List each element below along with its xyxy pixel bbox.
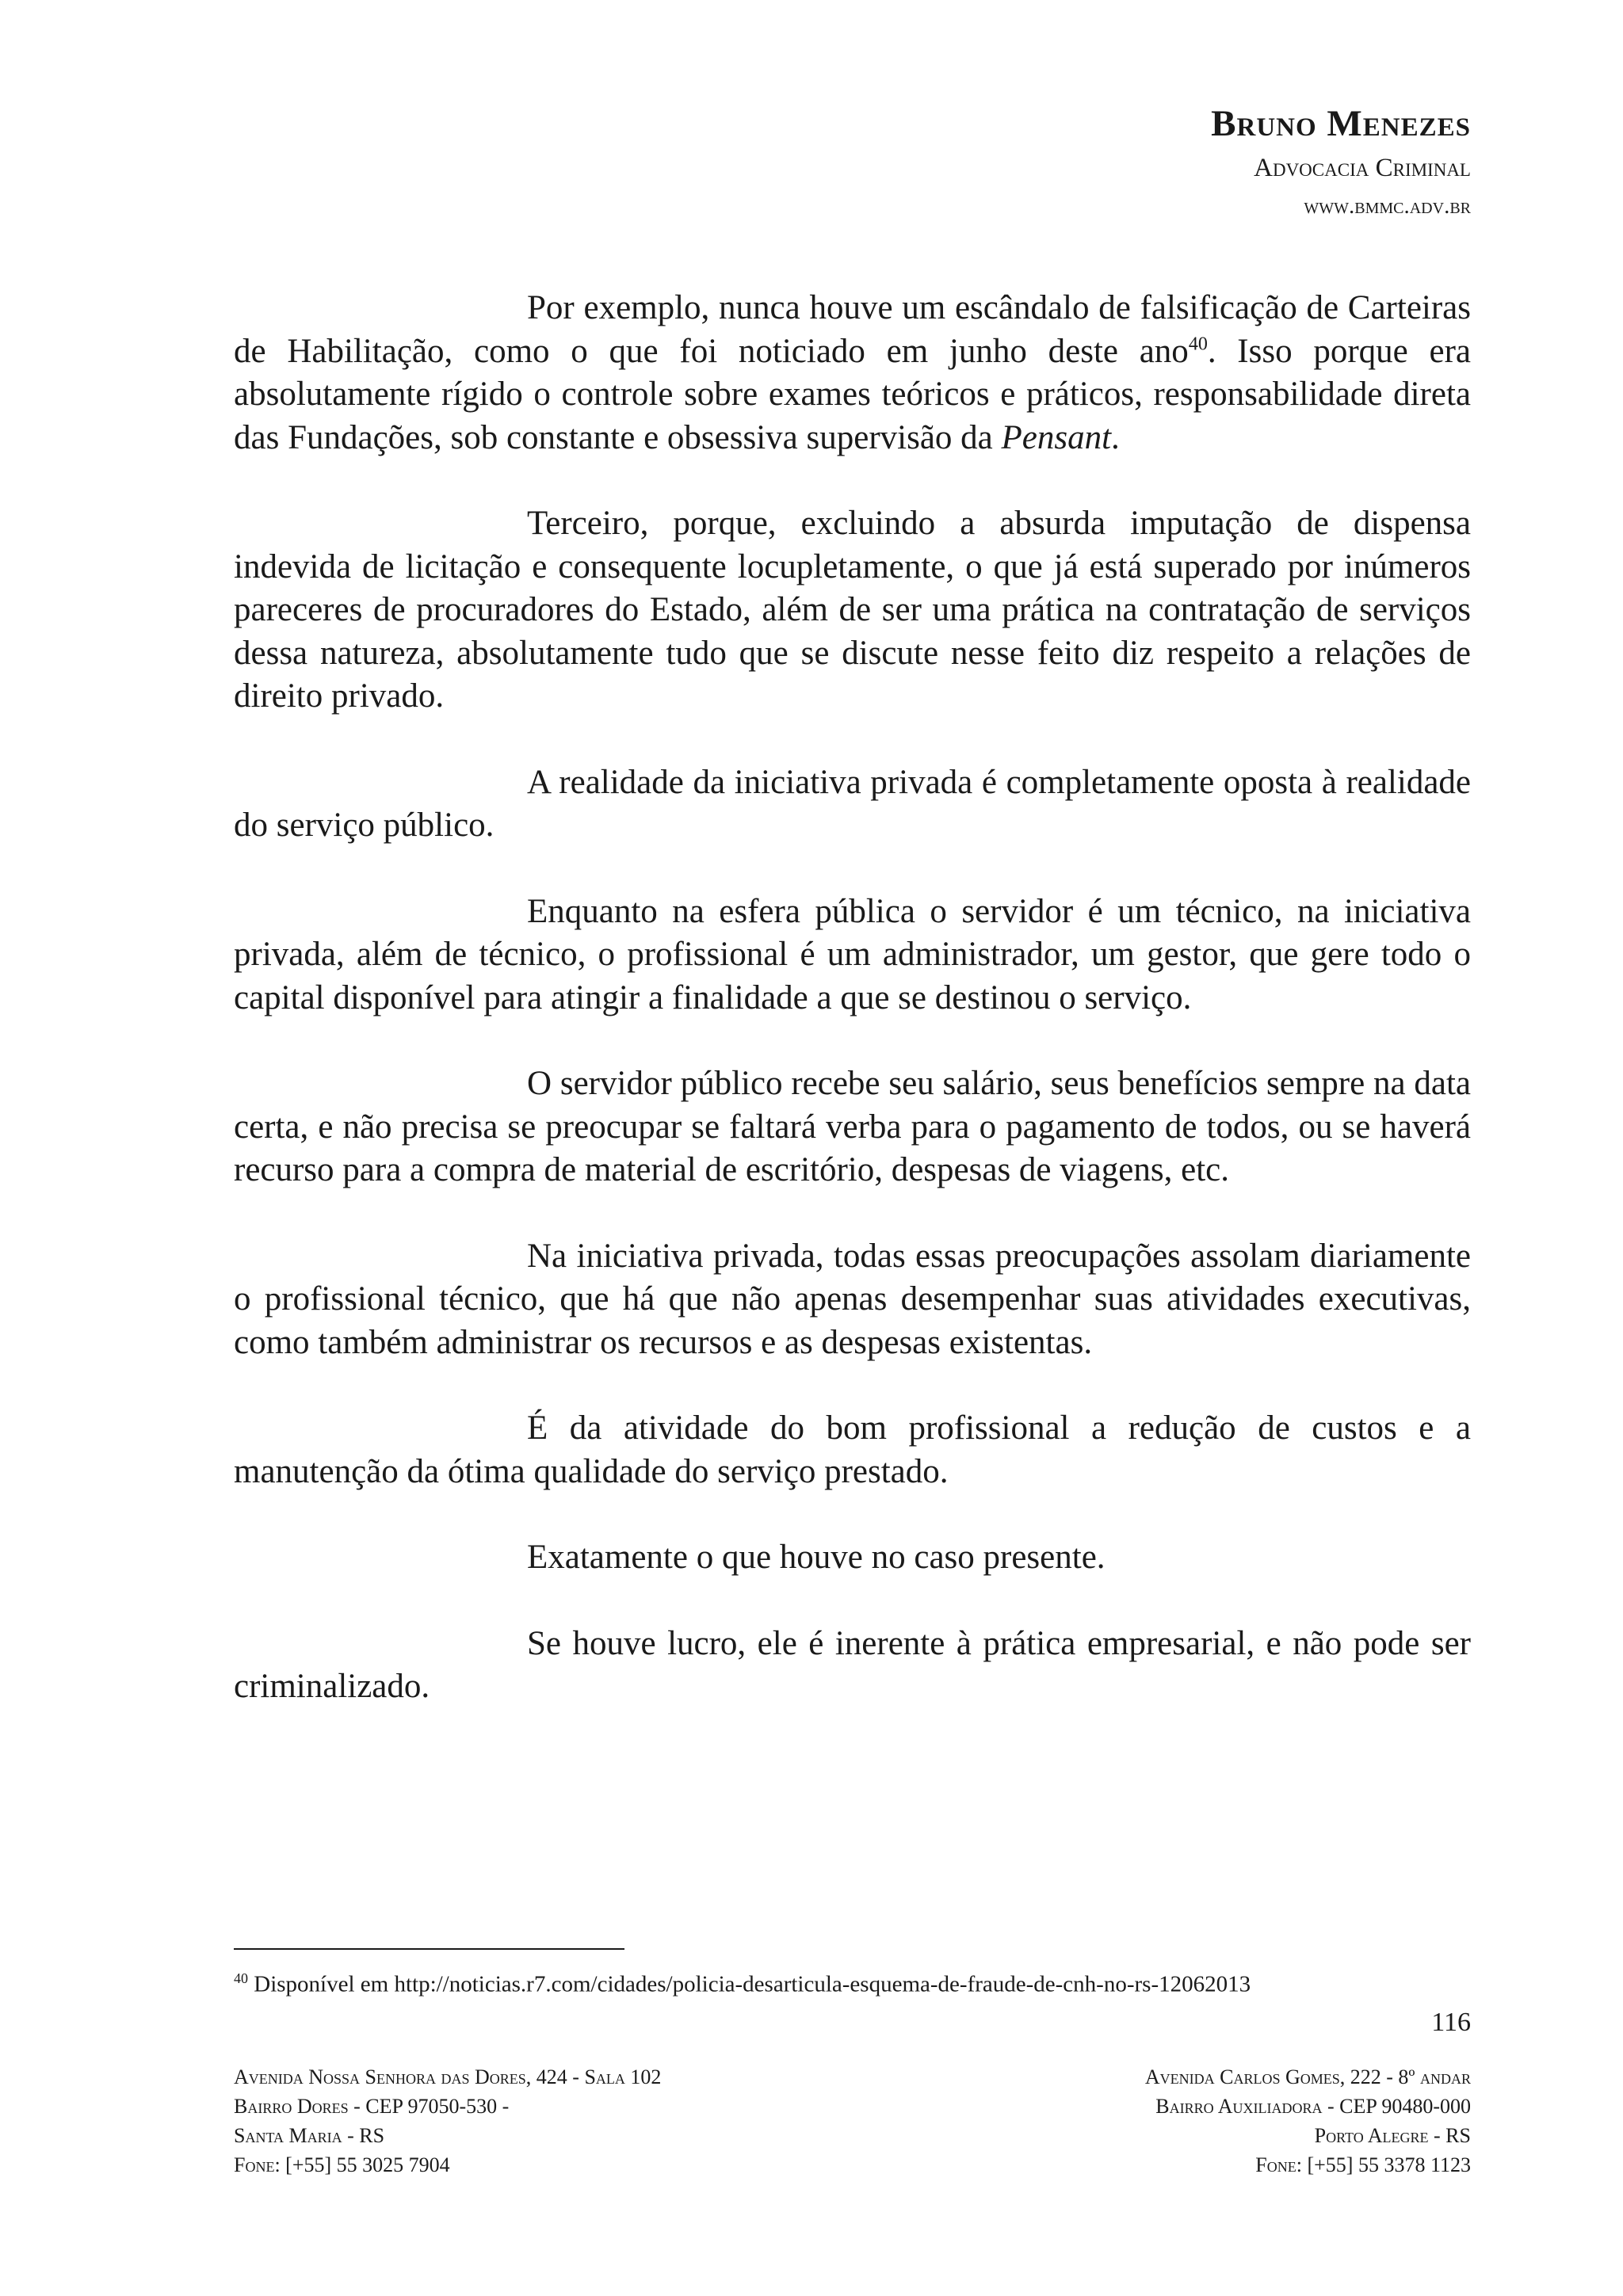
document-body	[234, 287, 1471, 1709]
address-line: Porto Alegre - RS	[1314, 2124, 1471, 2147]
footnote-text: Disponível em http://noticias.r7.com/cidades/policia-desarticula-esquema-de-fraude-de-cnh-no-rs-12062013	[254, 1971, 1251, 1997]
paragraph: Na iniciativa privada, todas essas preocupações assolam diariamente o profissional técnico, que há que não apenas desempenhar suas atividades executivas, como também administrar os recursos e as despesas existentas.	[234, 1237, 1471, 1361]
firm-website: www.bmmc.adv.br	[1304, 193, 1471, 219]
footnote	[234, 1963, 1471, 2000]
footnote-separator	[234, 1948, 624, 1950]
page-number: 116	[1431, 2008, 1471, 2037]
address-right	[1145, 2062, 1471, 2180]
footnote-reference: 40	[1188, 334, 1208, 355]
address-left	[234, 2062, 661, 2180]
firm-subtitle: Advocacia Criminal	[1254, 154, 1471, 182]
phone-line: Fone: [+55] 55 3025 7904	[234, 2153, 450, 2176]
phone-line: Fone: [+55] 55 3378 1123	[1255, 2153, 1471, 2176]
firm-name: Bruno Menezes	[1211, 103, 1471, 144]
address-line: Bairro Auxiliadora - CEP 90480-000	[1155, 2095, 1471, 2118]
paragraph-text: . Isso porque era absolutamente rígido o controle sobre exames teóricos e práticos, responsabilidade direta das Fundações, sob constante e obsessiva supervisão da	[234, 332, 1471, 456]
paragraph: O servidor público recebe seu salário, seus benefícios sempre na data certa, e não precisa se preocupar se faltará verba para o pagamento de todos, ou se haverá recurso para a compra de material de escritório, despesas de viagens, etc.	[234, 1065, 1471, 1188]
paragraph: Exatamente o que houve no caso presente.	[527, 1539, 1106, 1576]
paragraph: A realidade da iniciativa privada é completamente oposta à realidade do serviço público.	[234, 763, 1471, 844]
address-line: Bairro Dores - CEP 97050-530 -	[234, 2095, 510, 2118]
footnote-number: 40	[234, 1970, 248, 1986]
paragraph: Se houve lucro, ele é inerente à prática empresarial, e não pode ser criminalizado.	[234, 1624, 1471, 1705]
paragraph-text: Por exemplo, nunca houve um escândalo de falsificação de Carteiras de Habilitação, como o que foi noticiado em junho deste ano	[234, 289, 1471, 370]
emphasis-text: Pensant	[1001, 418, 1112, 456]
paragraph-text: .	[1111, 418, 1120, 456]
paragraph: Enquanto na esfera pública o servidor é um técnico, na iniciativa privada, além de técnico, o profissional é um administrador, um gestor, que gere todo o capital disponível para atingir a finalidade a que se destinou o serviço.	[234, 892, 1471, 1016]
address-line: Santa Maria - RS	[234, 2124, 385, 2147]
address-line: Avenida Nossa Senhora das Dores, 424 - Sala 102	[234, 2065, 662, 2088]
letterhead	[1211, 101, 1471, 222]
address-line: Avenida Carlos Gomes, 222 - 8º andar	[1144, 2065, 1471, 2088]
paragraph	[234, 287, 1471, 460]
paragraph: É da atividade do bom profissional a redução de custos e a manutenção da ótima qualidade do serviço prestado.	[234, 1409, 1471, 1490]
paragraph: Terceiro, porque, excluindo a absurda imputação de dispensa indevida de licitação e consequente locupletamente, o que já está superado por inúmeros pareceres de procuradores do Estado, além de ser uma prática na contratação de serviços dessa natureza, absolutamente tudo que se discute nesse feito diz respeito a relações de direito privado.	[234, 505, 1471, 715]
